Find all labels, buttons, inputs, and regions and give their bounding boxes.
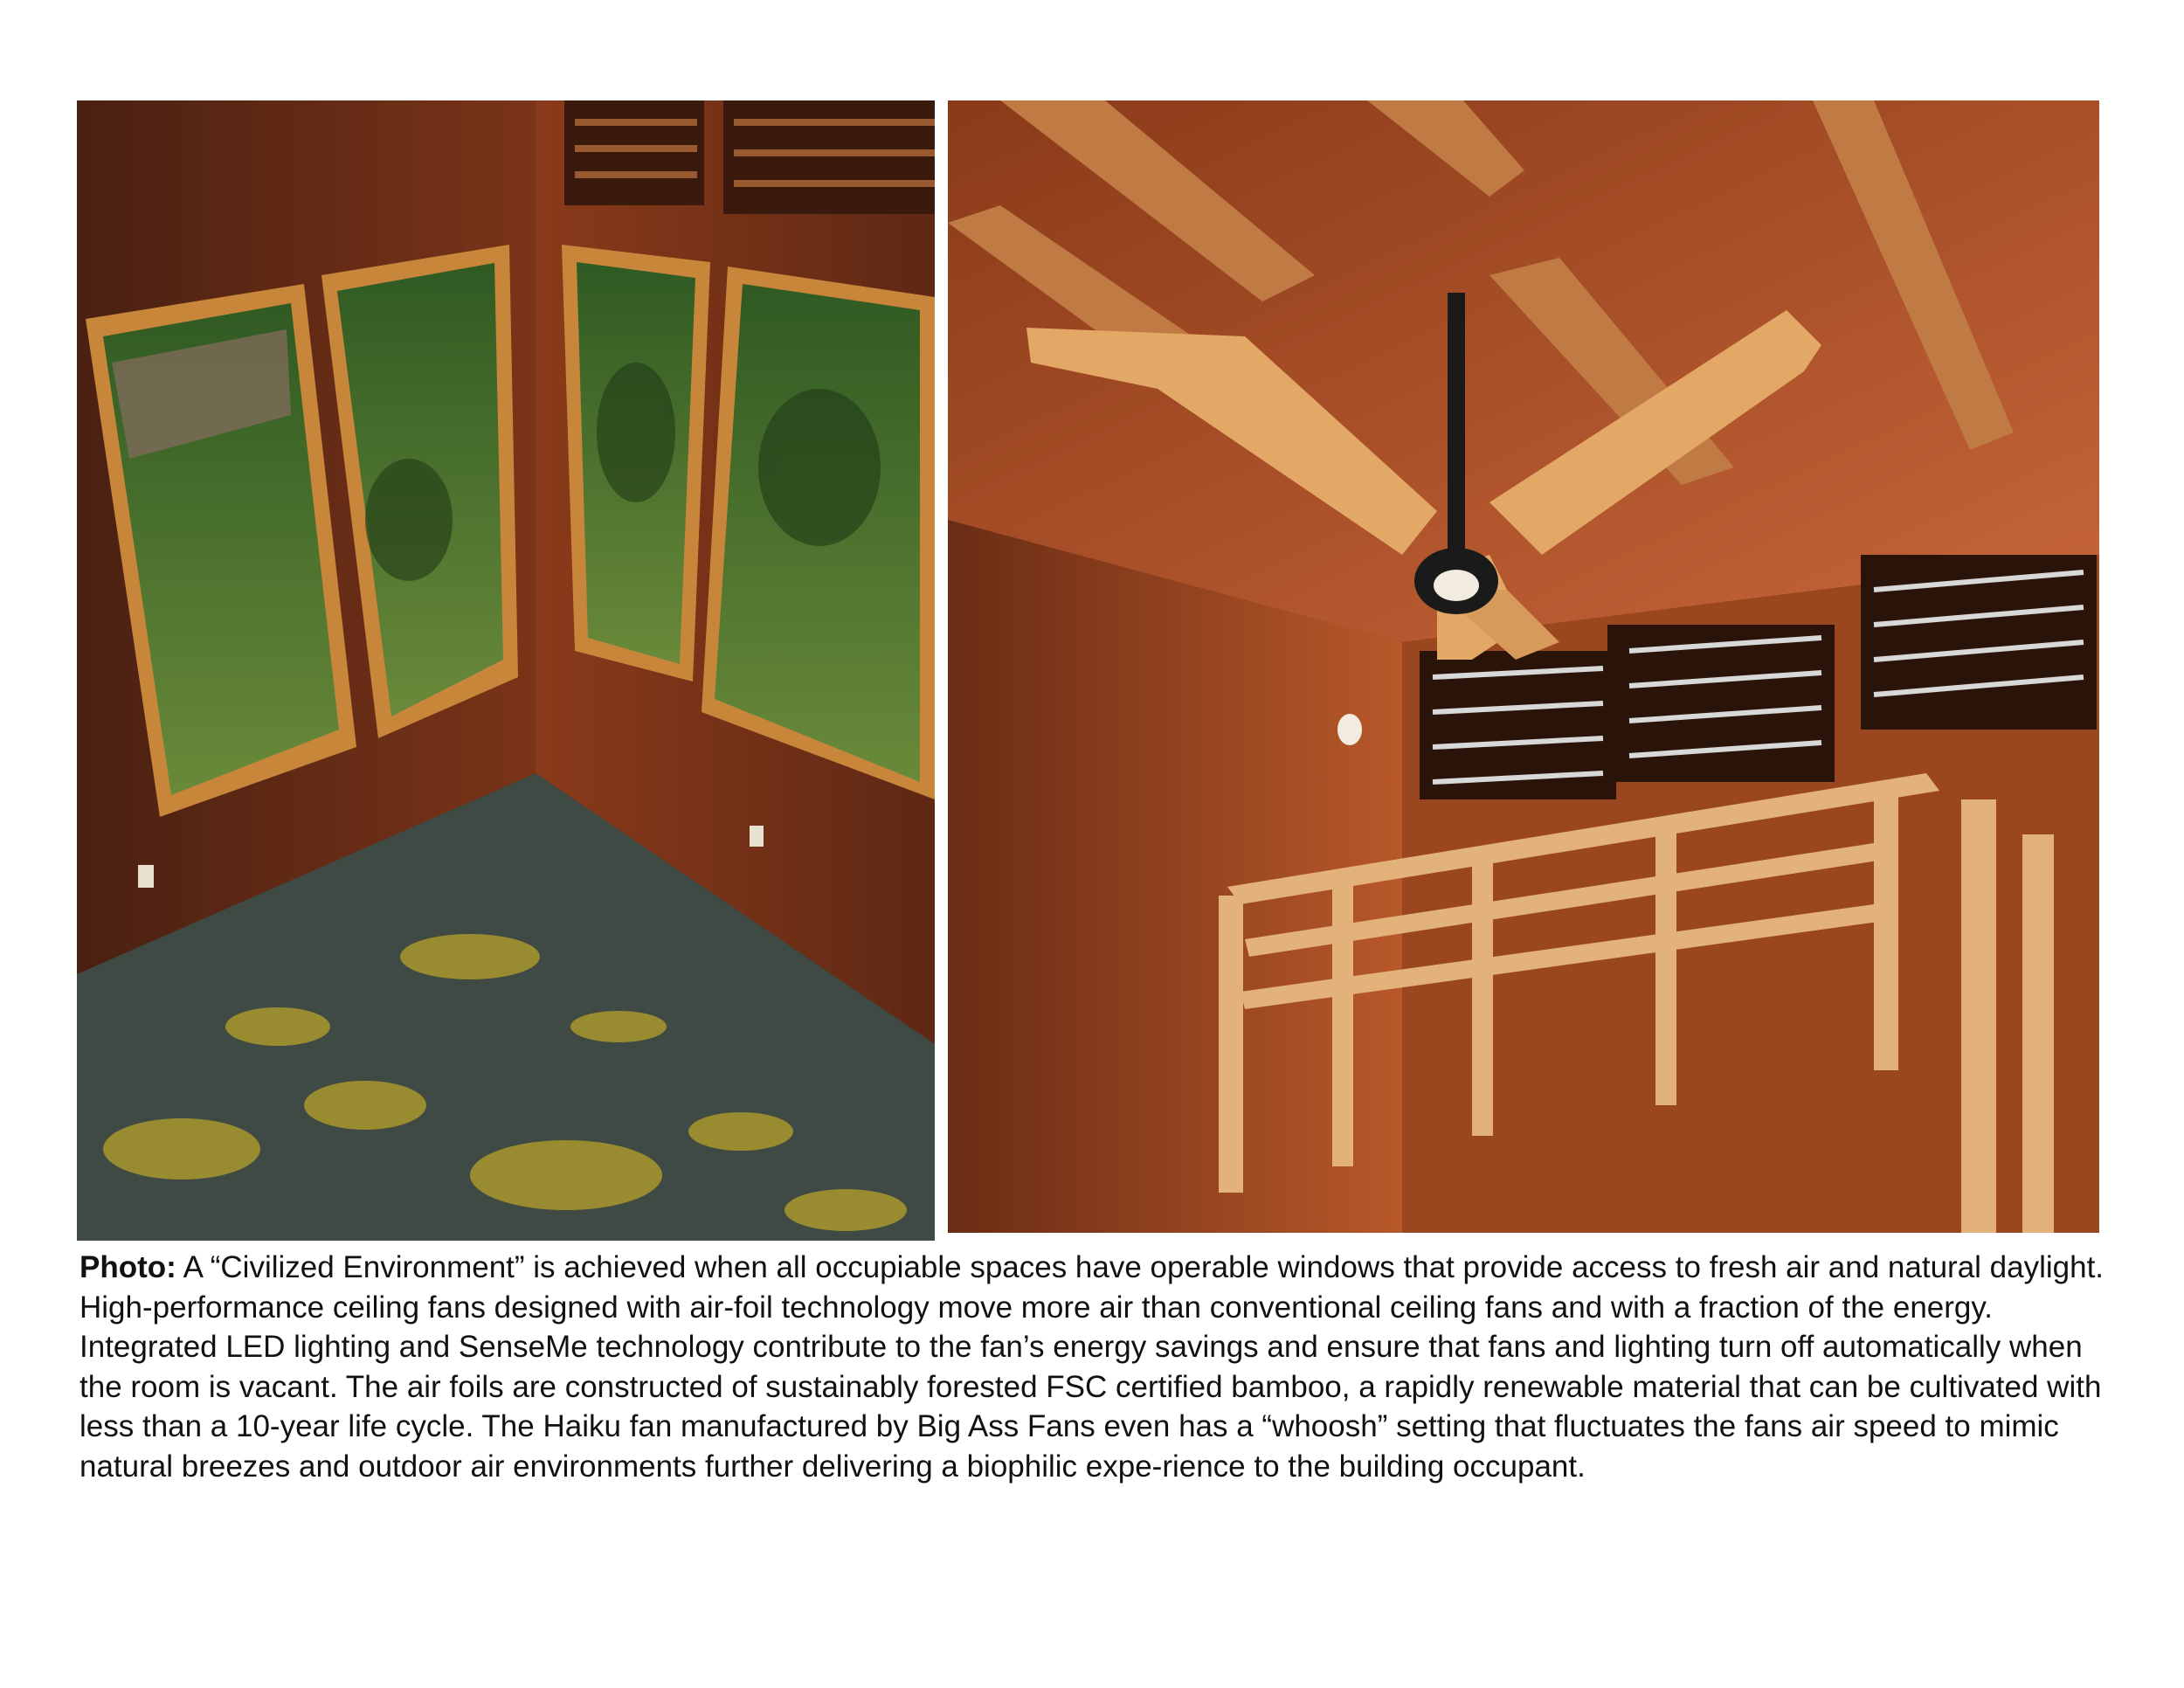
photo-ceiling-fan: [948, 100, 2099, 1233]
photo-caption: [79, 1248, 2106, 1486]
ceiling-fan-illustration: [948, 100, 2099, 1233]
photo-room-windows: [77, 100, 935, 1241]
caption-body: A “Civilized Environment” is achieved when all occupiable spaces have operable windows that provide access to fresh air and natural daylight. High-performance ceiling fans designed with air-foil technology move more air than conventional ceiling fans and with a fraction of the energy. Integrated LED lighting and SenseMe technology contribute to the fan’s energy savings and ensure that fans and lighting turn off automatically when the room is vacant. The air foils are constructed of sustainably forested FSC certified bamboo, a rapidly renewable material that can be cultivated with less than a 10-year life cycle. The Haiku fan manufactured by Big Ass Fans even has a “whoosh” setting that fluctuates the fans air speed to mimic natural breezes and outdoor air environments further delivering a biophilic expe-rience to the building occupant.: [79, 1250, 2105, 1484]
caption-lead: Photo:: [79, 1250, 176, 1284]
room-windows-illustration: [77, 100, 935, 1241]
